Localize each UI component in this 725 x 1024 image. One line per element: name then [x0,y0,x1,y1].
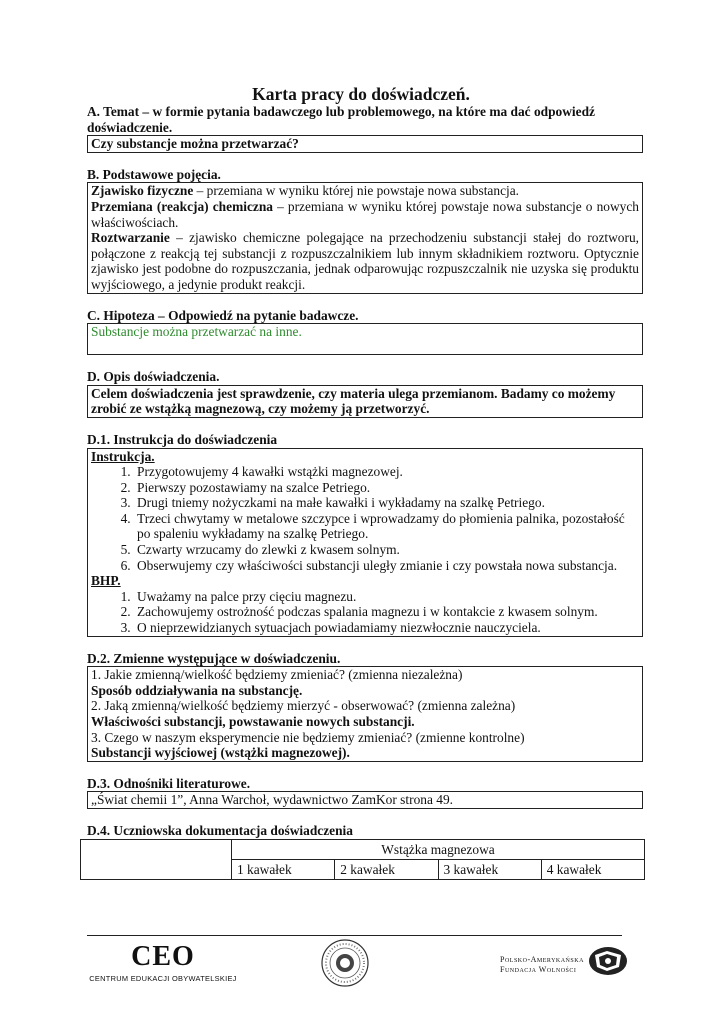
question-1: 1. Jakie zmienną/wielkość będziemy zmieniać? (zmienna niezależna) [91,667,463,683]
literature-reference: „Świat chemii 1”, Anna Warchoł, wydawnictwo ZamKor strona 49. [91,792,453,808]
section-a-heading: A. Temat – w formie pytania badawczego lub problemowego, na które ma dać odpowiedź doświadczenie. [87,104,595,135]
worksheet [87,84,643,880]
section-d1-heading: D.1. Instrukcja do doświadczenia [87,431,278,447]
section-c-heading: C. Hipoteza – Odpowiedź na pytanie badawcze. [87,307,359,323]
seal-icon [320,938,370,988]
section-d2-heading: D.2. Zmienne występujące w doświadczeniu. [87,650,341,666]
hypothesis-text: Substancje można przetwarzać na inne. [91,324,302,340]
def-2: – przemiana w wyniku której powstaje nowa substancje o nowych właściwościach. [91,198,639,230]
bhp-label: BHP. [91,573,121,589]
section-b-heading: B. Podstawowe pojęcia. [87,166,221,182]
section-d1-box [87,448,643,637]
pafw-line-1: Polsko-Amerykańska [500,955,584,964]
pafw-logo-text [500,955,584,975]
ceo-logo [88,943,238,987]
table-column-header: 4 kawałek [541,859,644,879]
list-item: 5. Czwarty wrzucamy do zlewki z kwasem solnym. [134,542,639,558]
question-2: 2. Jaką zmienną/wielkość będziemy mierzyć - obserwować? (zmienna zależna) [91,698,516,714]
list-item: 1. Uważamy na palce przy cięciu magnezu. [134,589,639,605]
list-item: 3. Drugi tniemy nożyczkami na małe kawałki i wykładamy na szalkę Petriego. [134,495,639,511]
footer-divider [87,935,622,936]
section-d-text: Celem doświadczenia jest sprawdzenie, czy materia ulega przemianom. Badamy co możemy zrobić ze wstążką magnezową, czy możemy ją przetworzyć. [91,385,616,417]
answer-1: Sposób oddziaływania na substancję. [91,682,303,698]
term-1: Zjawisko fizyczne [91,183,194,199]
page-title: Karta pracy do doświadczeń. [252,84,470,104]
def-1: – przemiana w wyniku której nie powstaje nowa substancja. [193,183,520,199]
instruction-label: Instrukcja. [91,448,155,464]
table-column-header: 2 kawałek [335,859,438,879]
section-d-box [87,385,643,418]
list-item: 1. Przygotowujemy 4 kawałki wstążki magnezowej. [134,464,639,480]
section-d-heading: D. Opis doświadczenia. [87,369,220,385]
def-3: – zjawisko chemiczne polegające na przechodzeniu substancji stałej do roztworu, połączone z reakcją tej substancji z rozpuszczalnikiem lub innym składnikiem roztworu. Optycznie zjawisko jest podobne do rozpuszczania, jednak odparowując rozpuszczalnik nie uzyska się produktu wyjściowego, a jedynie produkt reakcji. [91,230,639,292]
documentation-table [80,839,645,880]
answer-3: Substancji wyjściowej (wstążki magnezowej). [91,745,350,761]
pafw-line-2: Fundacja Wolności [500,965,577,974]
bhp-list [91,589,639,636]
definition-2 [91,199,639,230]
term-2: Przemiana (reakcja) chemiczna [91,198,273,214]
ceo-logo-mark: CEO [131,941,195,972]
definition-1 [91,183,639,199]
ceo-logo-name: CENTRUM EDUKACJI OBYWATELSKIEJ [89,974,237,983]
section-c-box [87,323,643,355]
question-3: 3. Czego w naszym eksperymencie nie będziemy zmieniać? (zmienne kontrolne) [91,729,525,745]
section-d4-heading: D.4. Uczniowska dokumentacja doświadczenia [87,822,353,838]
section-d3-box [87,791,643,809]
table-empty-cell [81,839,232,879]
answer-2: Właściwości substancji, powstawanie nowych substancji. [91,714,415,729]
list-item: 2. Pierwszy pozostawiamy na szalce Petriego. [134,480,639,496]
table-column-header: 3 kawałek [438,859,541,879]
list-item: 6. Obserwujemy czy właściwości substancji uległy zmianie i czy powstała nowa substancja. [134,558,639,574]
section-a-answer-box [87,135,643,153]
section-d3-heading: D.3. Odnośniki literaturowe. [87,775,251,791]
list-item: 3. O nieprzewidzianych sytuacjach powiadamiamy niezwłocznie nauczyciela. [134,620,639,636]
list-item: 2. Zachowujemy ostrożność podczas spalania magnezu i w kontakcie z kwasem solnym. [134,604,639,620]
table-group-header: Wstążka magnezowa [232,839,645,859]
section-b-box [87,182,643,293]
definition-3 [91,230,639,292]
instruction-steps [91,464,639,573]
list-item: 4. Trzeci chwytamy w metalowe szczypce i wprowadzamy do płomienia palnika, pozostałość po spaleniu wykładamy na szalkę Petriego. [134,511,639,542]
term-3: Roztwarzanie [91,230,170,246]
table-column-header: 1 kawałek [232,859,335,879]
section-a-answer: Czy substancje można przetwarzać? [91,136,299,152]
section-d2-box [87,666,643,762]
pafw-emblem-icon [587,945,629,977]
